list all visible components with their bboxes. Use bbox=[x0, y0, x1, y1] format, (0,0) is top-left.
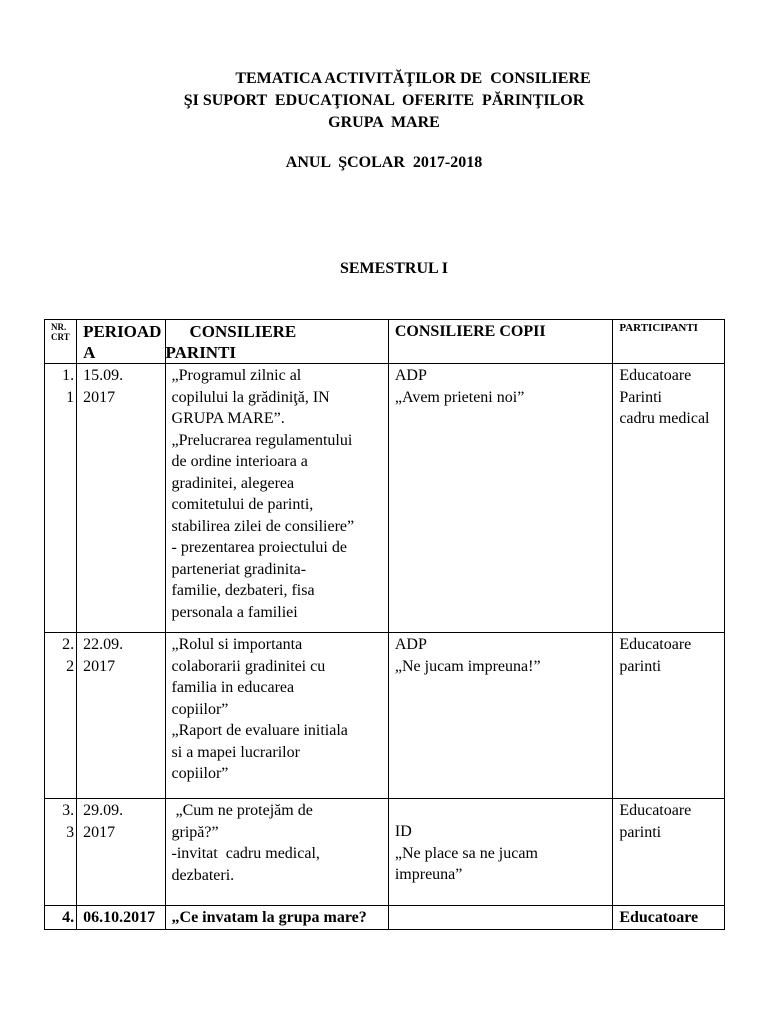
semester-heading: SEMESTRUL I bbox=[339, 260, 449, 277]
cell-participanti: Educatoare parinti bbox=[613, 633, 725, 799]
cell-participanti: Educatoare Parinti cadru medical bbox=[613, 364, 725, 633]
table-row bbox=[45, 633, 725, 799]
cell-nr: 3. 3 bbox=[45, 799, 77, 906]
spacer bbox=[395, 800, 606, 821]
cell-perioada: 29.09. 2017 bbox=[77, 799, 165, 906]
header-participanti: PARTICIPANTI bbox=[613, 320, 725, 364]
cell-consiliere-copii: ADP „Avem prieteni noi” bbox=[388, 364, 612, 633]
title-line-2: ŞI SUPORT EDUCAŢIONAL OFERITE PĂRINŢILOR bbox=[183, 92, 585, 109]
table-row bbox=[45, 906, 725, 930]
cell-consiliere-parinti: „Ce invatam la grupa mare? bbox=[165, 906, 388, 930]
cell-consiliere-copii bbox=[388, 906, 612, 930]
cell-nr: 1. 1 bbox=[45, 364, 77, 633]
header-perioada: PERIOAD A bbox=[77, 320, 165, 364]
cell-consiliere-copii: ID „Ne place sa ne jucam impreuna” bbox=[388, 799, 612, 906]
cell-participanti: Educatoare bbox=[613, 906, 725, 930]
table-header-row bbox=[45, 320, 725, 364]
activities-table bbox=[44, 319, 725, 930]
cell-perioada: 15.09. 2017 bbox=[77, 364, 165, 633]
title-line-1: TEMATICA ACTIVITĂŢILOR DE CONSILIERE bbox=[235, 70, 591, 87]
school-year: ANUL ŞCOLAR 2017-2018 bbox=[285, 154, 483, 171]
header-consiliere-copii: CONSILIERE COPII bbox=[388, 320, 612, 364]
cell-consiliere-parinti: „Programul zilnic al copilului la grădiniţă, IN GRUPA MARE”. „Prelucrarea regulamentului de ordine interioara a gradinitei, alegerea comitetului de parinti, stabilirea zilei de consiliere” - prezentarea proiectului de parteneriat gradinita- familie, dezbateri, fisa personala a familiei bbox=[165, 364, 388, 633]
cell-nr: 4. bbox=[45, 906, 77, 930]
document-title bbox=[0, 68, 768, 134]
cell-consiliere-parinti: „Rolul si importanta colaborarii gradinitei cu familia in educarea copiilor” „Raport de evaluare initiala si a mapei lucrarilor copiilor” bbox=[165, 633, 388, 799]
cell-nr: 2. 2 bbox=[45, 633, 77, 799]
header-nr-crt: NR. CRT bbox=[45, 320, 77, 364]
cell-perioada: 22.09. 2017 bbox=[77, 633, 165, 799]
cell-consiliere-parinti: „Cum ne protejăm de gripă?” -invitat cadru medical, dezbateri. bbox=[165, 799, 388, 906]
cell-perioada: 06.10.2017 bbox=[77, 906, 165, 930]
title-line-3: GRUPA MARE bbox=[328, 114, 440, 131]
cell-participanti: Educatoare parinti bbox=[613, 799, 725, 906]
table-row bbox=[45, 799, 725, 906]
header-consiliere-parinti: CONSILIERE PARINTI bbox=[165, 320, 388, 364]
cell-consiliere-copii: ADP „Ne jucam impreuna!” bbox=[388, 633, 612, 799]
table-row bbox=[45, 364, 725, 633]
